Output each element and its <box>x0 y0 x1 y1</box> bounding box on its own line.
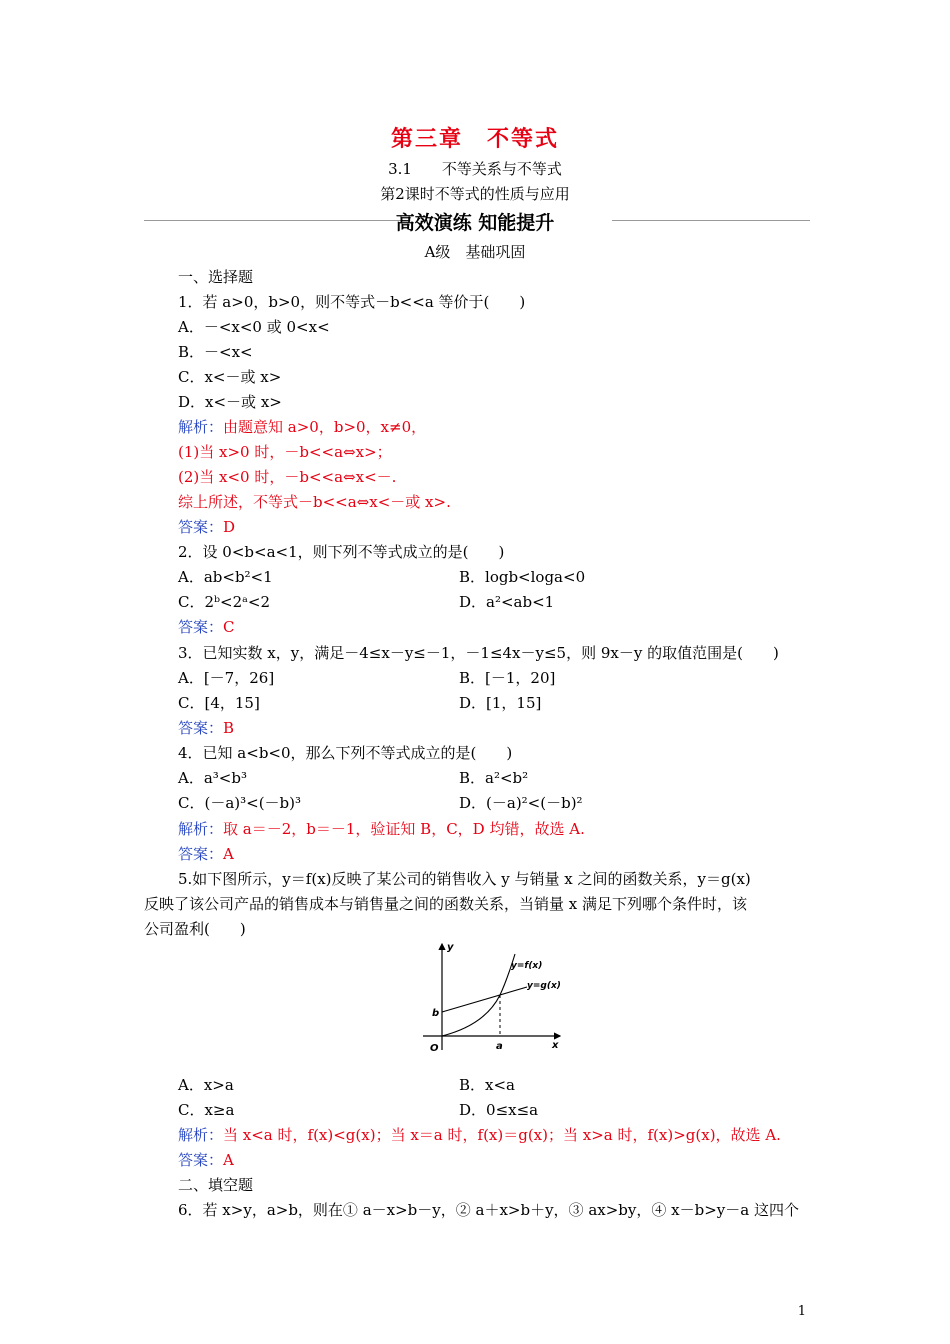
q3-option-b: B．[－1，20] <box>459 669 556 687</box>
graph-g-label: y=g(x) <box>527 981 561 991</box>
q4-analysis-label: 解析： <box>178 820 224 838</box>
q4-answer-value: A <box>223 845 234 863</box>
q2-option-a: A．ab<b²<1 <box>178 568 273 586</box>
banner-rule-right <box>612 220 810 221</box>
q1-analysis-line3: (2)当 x<0 时，－b<<a⇔x<－. <box>178 468 397 486</box>
q4-analysis-text: 取 a＝－2，b＝－1，验证知 B，C，D 均错，故选 A. <box>223 820 585 838</box>
q4-option-c: C．(－a)³<(－b)³ <box>178 794 302 812</box>
q5-option-a: A．x>a <box>178 1076 234 1094</box>
q5-stem-line2: 反映了该公司产品的销售成本与销售量之间的函数关系，当销量 x 满足下列哪个条件时，该 <box>144 895 747 913</box>
q3-option-c: C．[4，15] <box>178 694 260 712</box>
q2-answer <box>178 616 235 637</box>
q1-answer <box>178 516 235 537</box>
q5-stem-line1: 5.如下图所示，y＝f(x)反映了某公司的销售收入 y 与销量 x 之间的函数关系，y＝g(x) <box>178 870 751 888</box>
q3-answer-label: 答案： <box>178 719 224 737</box>
q1-stem: 1．若 a>0，b>0，则不等式－b<<a 等价于( ) <box>178 293 526 311</box>
q4-stem: 4．已知 a<b<0，那么下列不等式成立的是( ) <box>178 744 513 762</box>
q4-analysis <box>178 818 585 839</box>
chapter-title: 第三章 不等式 <box>390 126 559 152</box>
graph-f-curve <box>442 954 515 1036</box>
lesson-title: 第2课时不等式的性质与应用 <box>380 185 570 203</box>
q3-option-d: D．[1，15] <box>459 694 542 712</box>
q5-analysis-label: 解析： <box>178 1126 224 1144</box>
q5-stem-line3: 公司盈利( ) <box>144 920 246 938</box>
q2-option-d: D．a²<ab<1 <box>459 593 555 611</box>
graph-x-label: x <box>552 1040 559 1051</box>
q1-answer-label: 答案： <box>178 518 224 536</box>
q4-answer-label: 答案： <box>178 845 224 863</box>
q1-analysis-text1: 由题意知 a>0，b>0，x≠0， <box>223 418 427 436</box>
q3-stem: 3．已知实数 x，y，满足－4≤x－y≤－1，－1≤4x－y≤5，则 9x－y 的取值范围是( ) <box>178 644 779 662</box>
graph-g-line <box>442 987 527 1012</box>
q5-option-c: C．x≥a <box>178 1101 235 1119</box>
q1-option-d: D．x<－或 x> <box>178 393 282 411</box>
q5-answer-label: 答案： <box>178 1151 224 1169</box>
q4-option-a: A．a³<b³ <box>178 769 247 787</box>
q1-option-b: B．－<x< <box>178 343 253 361</box>
q1-option-a: A．－<x<0 或 0<x< <box>178 318 330 336</box>
part1-heading: 一、选择题 <box>178 268 254 286</box>
section-title: 3.1 不等关系与不等式 <box>388 160 562 178</box>
page-number: 1 <box>797 1304 806 1319</box>
q4-option-b: B．a²<b² <box>459 769 529 787</box>
graph-origin-label: O <box>430 1043 439 1054</box>
graph-a-label: a <box>496 1041 503 1052</box>
q1-answer-value: D <box>223 518 236 536</box>
q1-option-c: C．x<－或 x> <box>178 368 282 386</box>
q4-answer <box>178 843 234 864</box>
q1-analysis-line4: 综上所述，不等式－b<<a⇔x<－或 x>. <box>178 493 451 511</box>
graph-y-label: y <box>447 942 454 953</box>
q5-function-graph <box>415 940 565 1060</box>
q5-option-b: B．x<a <box>459 1076 515 1094</box>
q1-analysis-label: 解析： <box>178 418 224 436</box>
part2-heading: 二、填空题 <box>178 1176 254 1194</box>
banner-title: 高效演练 知能提升 <box>395 212 555 234</box>
q5-analysis-text: 当 x<a 时，f(x)<g(x)；当 x＝a 时，f(x)＝g(x)；当 x>a 时，f(x)>g(x)，故选 A. <box>223 1126 781 1144</box>
q5-answer-value: A <box>223 1151 234 1169</box>
q3-option-a: A．[－7，26] <box>178 669 275 687</box>
q2-stem: 2．设 0<b<a<1，则下列不等式成立的是( ) <box>178 543 505 561</box>
graph-f-label: y=f(x) <box>511 961 543 971</box>
q2-option-b: B．logb<loga<0 <box>459 568 586 586</box>
q1-analysis-line2: (1)当 x>0 时，－b<<a⇔x>； <box>178 443 392 461</box>
q5-analysis <box>178 1124 781 1145</box>
q4-option-d: D．(－a)²<(－b)² <box>459 794 583 812</box>
level-heading: A级 基础巩固 <box>424 243 526 261</box>
q1-analysis-line1 <box>178 416 426 437</box>
q5-option-d: D．0≤x≤a <box>459 1101 539 1119</box>
q3-answer-value: B <box>223 719 235 737</box>
q2-option-c: C．2ᵇ<2ᵃ<2 <box>178 593 271 611</box>
graph-b-label: b <box>432 1008 440 1019</box>
q5-answer <box>178 1149 234 1170</box>
q2-answer-label: 答案： <box>178 618 224 636</box>
q2-answer-value: C <box>223 618 235 636</box>
q3-answer <box>178 717 234 738</box>
q6-stem: 6．若 x>y，a>b，则在① a－x>b－y，② a＋x>b＋y，③ ax>by，④ x－b>y－a 这四个 <box>178 1201 799 1219</box>
